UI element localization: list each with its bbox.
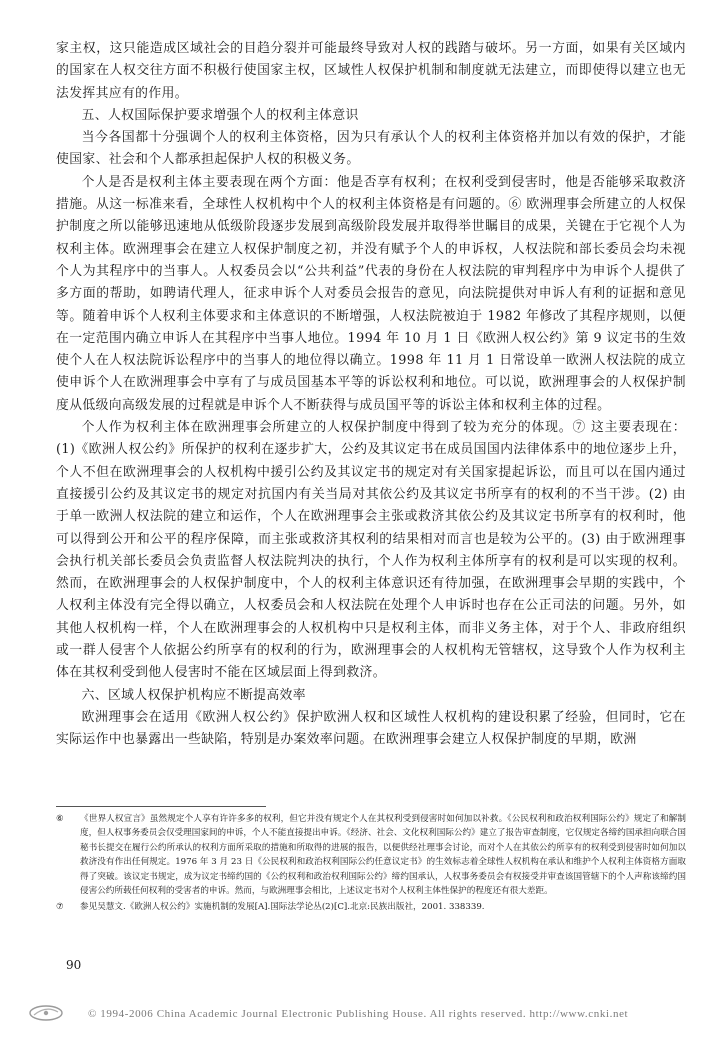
footnote-text: 参见吴慧文.《欧洲人权公约》实施机制的发展[A].国际法学论丛(2)[C].北京:民族出版社，2001. 338339. xyxy=(80,902,485,913)
footnote-6 xyxy=(56,812,686,898)
footnote-mark: ⑦ xyxy=(56,902,64,913)
paragraph: 欧洲理事会在适用《欧洲人权公约》保护欧洲人权和区域性人权机构的建设积累了经验，但同时，它在实际运作中也暴露出一些缺陷，特别是办案效率问题。在欧洲理事会建立人权保护制度的早期，欧洲 xyxy=(56,709,686,748)
copyright-notice: © 1994-2006 China Academic Journal Electronic Publishing House. All rights reserved. http://www.cnki.net xyxy=(88,1008,629,1020)
page-footer xyxy=(0,995,722,1031)
footnote-7 xyxy=(56,900,686,914)
section-heading-5: 五、人权国际保护要求增强个人的权利主体意识 xyxy=(81,107,359,123)
paragraph: 当今各国都十分强调个人的权利主体资格，因为只有承认个人的权利主体资格并加以有效的保护，才能使国家、社会和个人都承担起保护人权的积极义务。 xyxy=(56,130,686,168)
footnote-text: 《世界人权宣言》虽然规定个人享有许许多多的权利，但它并没有规定个人在其权利受到侵害时如何加以补救。《公民权利和政治权利国际公约》规定了和解制度，但人权事务委员会仅受理国家间的申诉，个人不能直接提出申诉。《经济、社会、文化权利国际公约》建立了报告审查制度，它仅规定各缔约国承担向联合国秘书长提交在履行公约所承认的权利方面所采取的措施和所取得的进展的报告，以便供经社理事会讨论，而对个人在其依公约所享有的权利受到侵害时如何加以救济没有作出任何规定。1976 年 3 月 23 日《公民权利和政治权利国际公约任意议定书》的生效标志着全球性人权机构在承认和维护个人权利主体资格方面取得了突破。该议定书规定，成为议定书缔约国的《公约权利和政治权利国际公约》缔约国承认，人权事务委员会有权接受并审查该国管辖下的个人声称该缔约国侵害公约所载任何权利的受害者的申诉。然而，与欧洲理事会相比，上述议定书对个人权利主体性保护的程度还有很大差距。 xyxy=(80,814,686,897)
cnki-logo-icon xyxy=(28,1003,64,1023)
paragraph: 个人是否是权利主体主要表现在两个方面：他是否享有权利；在权利受到侵害时，他是否能够采取救济措施。从这一标准来看，全球性人权机构中个人的权利主体资格是有问题的。⑥ 欧洲理事会所建立的人权保护制度之所以能够迅速地从低级阶段逐步发展到高级阶段发展并取得举世瞩目的成果，关键在于它视个人为权利主体。欧洲理事会在建立人权保护制度之初，并没有赋予个人的申诉权，人权法院和部长委员会均未视个人为其程序中的当事人。人权委员会以“公共利益”代表的身份在人权法院的审判程序中为申诉个人提供了多方面的帮助，如聘请代理人，征求申诉个人对委员会报告的意见，向法院提供对申诉人有利的证据和意见等。随着申诉个人权利主体要求和主体意识的不断增强，人权法院被迫于 1982 年修改了其程序规则，以便在一定范围内确立申诉人在其程序中当事人地位。1994 年 10 月 1 日《欧洲人权公约》第 9 议定书的生效使个人在人权法院诉讼程序中的当事人的地位得以确立。1998 年 11 月 1 日常设单一欧洲人权法院的成立使申诉个人在欧洲理事会中享有了与成员国基本平等的诉讼权利和地位。可以说，欧洲理事会的人权保护制度从低级向高级发展的过程就是申诉个人不断获得与成员国平等的诉讼主体和权利主体的过程。 xyxy=(56,174,686,413)
footnote-rule xyxy=(56,806,266,807)
paragraph-continuation: 家主权，这只能造成区域社会的目趋分裂并可能最终导致对人权的践踏与破坏。另一方面，如果有关区域内的国家在人权交往方面不积极行使国家主权，区域性人权保护机制和制度就无法建立，而即使得以建立也无法发挥其应有的作用。 xyxy=(56,41,686,101)
footnotes xyxy=(56,812,686,917)
section-heading-6: 六、区域人权保护机构应不断提高效率 xyxy=(81,687,306,703)
paragraph: 个人作为权利主体在欧洲理事会所建立的人权保护制度中得到了较为充分的体现。⑦ 这主要表现在：(1)《欧洲人权公约》所保护的权利在逐步扩大，公约及其议定书在成员国国内法律体系中的地位逐步上升，个人不但在欧洲理事会的人权机构中援引公约及其议定书的规定对有关国家提起诉讼，而且可以在国内通过直接援引公约及其议定书的规定对抗国内有关当局对其依公约及其议定书所享有的权利的不当干涉。(2) 由于单一欧洲人权法院的建立和运作，个人在欧洲理事会主张或救济其依公约及其议定书所享有的权利时，他可以得到公开和公平的程序保障，而主张或救济其权利的结果相对而言也是较为公平的。(3) 由于欧洲理事会执行机关部长委员会负责监督人权法院判决的执行，个人作为权利主体所享有的权利是可以实现的权利。然而，在欧洲理事会的人权保护制度中，个人的权利主体意识还有待加强，在欧洲理事会早期的实践中，个人权利主体没有完全得以确立，人权委员会和人权法院在处理个人申诉时也存在公正司法的问题。另外，如其他人权机构一样，个人在欧洲理事会的人权机构中只是权利主体，而非义务主体，对于个人、非政府组织或一群人侵害个人依据公约所享有的权利的行为，欧洲理事会的人权机构无管辖权，这导致个人作为权利主体在其权利受到他人侵害时不能在区域层面上得到救济。 xyxy=(56,420,686,681)
page-number: 90 xyxy=(66,958,82,972)
footnote-mark: ⑥ xyxy=(56,814,64,824)
body-text xyxy=(56,38,686,752)
